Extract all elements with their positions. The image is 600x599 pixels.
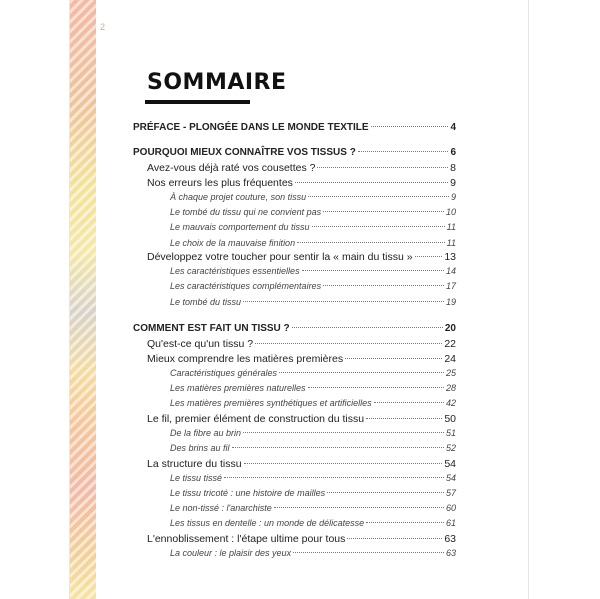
toc-leader-dots — [224, 477, 444, 478]
toc-entry-label: PRÉFACE - PLONGÉE DANS LE MONDE TEXTILE — [133, 122, 369, 133]
toc-leader-dots — [244, 463, 443, 464]
toc-entry — [170, 548, 456, 564]
toc-entry-page: 11 — [446, 238, 456, 248]
toc-entry-label: Le tissu tissé — [170, 473, 223, 483]
toc-leader-dots — [255, 343, 442, 344]
toc-entry-label: Les tissus en dentelle : un monde de délicatesse — [170, 518, 365, 528]
toc-entry-label: COMMENT EST FAIT UN TISSU ? — [133, 323, 290, 334]
toc-entry-label: Développez votre toucher pour sentir la « main du tissu » — [147, 251, 413, 263]
toc-entry-page: 6 — [450, 147, 456, 158]
toc-entry-label: Caractéristiques générales — [170, 368, 278, 378]
toc-entry-page: 54 — [444, 458, 456, 470]
toc-leader-dots — [279, 372, 444, 373]
toc-entry-label: Le mauvais comportement du tissu — [170, 222, 310, 232]
toc-entry-label: Le choix de la mauvaise finition — [170, 238, 296, 248]
toc-entry — [170, 281, 456, 297]
toc-leader-dots — [293, 552, 444, 553]
toc-entry-page: 11 — [446, 222, 456, 232]
toc-entry — [147, 177, 456, 193]
toc-leader-dots — [347, 538, 442, 539]
toc-entry-label: Le fil, premier élément de construction du tissu — [147, 413, 365, 425]
toc-leader-dots — [345, 358, 442, 359]
toc-entry — [147, 458, 456, 474]
toc-entry-page: 8 — [450, 162, 456, 174]
decorative-pattern-strip — [70, 0, 96, 599]
toc-entry-page: 63 — [444, 533, 456, 545]
toc-entry-page: 51 — [445, 428, 456, 438]
toc-entry-page: 9 — [450, 177, 456, 189]
toc-entry-page: 14 — [445, 266, 456, 276]
toc-entry-label: Le tissu tricoté : une histoire de mailles — [170, 488, 326, 498]
toc-entry-label: À chaque projet couture, son tissu — [170, 192, 307, 202]
toc-entry-label: La structure du tissu — [147, 458, 242, 470]
toc-entry-label: Avez-vous déjà raté vos cousettes ? — [147, 162, 316, 174]
toc-leader-dots — [323, 211, 444, 212]
page-title: SOMMAIRE — [147, 70, 287, 95]
toc-entry-label: La couleur : le plaisir des yeux — [170, 548, 292, 558]
toc-entry — [170, 222, 456, 238]
toc-entry-page: 22 — [444, 338, 456, 350]
toc-entry — [170, 398, 456, 414]
toc-entry — [147, 353, 456, 369]
toc-entry-page: 20 — [444, 323, 456, 334]
toc-leader-dots — [232, 447, 444, 448]
toc-entry-page: 10 — [445, 207, 456, 217]
toc-entry-label: Les caractéristiques complémentaires — [170, 281, 322, 291]
toc-entry-page: 24 — [444, 353, 456, 365]
toc-entry — [170, 368, 456, 384]
toc-entry-label: Les matières premières synthétiques et artificielles — [170, 398, 372, 408]
toc-entry — [170, 503, 456, 519]
toc-entry-page: 61 — [445, 518, 456, 528]
toc-entry-label: Des brins au fil — [170, 443, 230, 453]
toc-leader-dots — [292, 327, 443, 328]
toc-entry-page: 9 — [450, 192, 456, 202]
toc-entry-label: L'ennoblissement : l'étape ultime pour tous — [147, 533, 346, 545]
toc-entry-label: Le tombé du tissu qui ne convient pas — [170, 207, 322, 217]
toc-entry-label: Le tombé du tissu — [170, 297, 242, 307]
toc-entry — [170, 383, 456, 399]
toc-leader-dots — [295, 182, 448, 183]
toc-leader-dots — [366, 418, 442, 419]
toc-leader-dots — [371, 126, 449, 127]
toc-entry — [147, 251, 456, 267]
toc-leader-dots — [308, 387, 444, 388]
toc-entry — [147, 338, 456, 354]
toc-entry-page: 4 — [450, 122, 456, 133]
toc-entry — [147, 533, 456, 549]
toc-entry — [170, 488, 456, 504]
toc-entry — [170, 443, 456, 459]
toc-entry-page: 52 — [445, 443, 456, 453]
toc-entry-page: 28 — [445, 383, 456, 393]
toc-leader-dots — [327, 492, 444, 493]
toc-entry-label: POURQUOI MIEUX CONNAÎTRE VOS TISSUS ? — [133, 147, 356, 158]
toc-entry-page: 42 — [445, 398, 456, 408]
toc-entry — [170, 428, 456, 444]
toc-leader-dots — [308, 196, 449, 197]
toc-entry — [147, 413, 456, 429]
toc-entry — [133, 122, 456, 138]
toc-leader-dots — [317, 167, 448, 168]
toc-leader-dots — [374, 402, 444, 403]
toc-entry — [133, 323, 456, 339]
toc-entry-page: 63 — [445, 548, 456, 558]
title-underline — [145, 100, 250, 104]
toc-entry-page: 54 — [445, 473, 456, 483]
toc-entry — [147, 162, 456, 178]
toc-entry-label: Les matières premières naturelles — [170, 383, 306, 393]
toc-entry-page: 25 — [445, 368, 456, 378]
toc-entry-page: 57 — [445, 488, 456, 498]
toc-leader-dots — [366, 522, 444, 523]
toc-entry-label: Nos erreurs les plus fréquentes — [147, 177, 293, 189]
toc-leader-dots — [243, 301, 444, 302]
toc-entry — [170, 192, 456, 208]
toc-leader-dots — [274, 507, 444, 508]
toc-entry-page: 60 — [445, 503, 456, 513]
toc-entry-page: 17 — [445, 281, 456, 291]
toc-entry-label: Mieux comprendre les matières premières — [147, 353, 344, 365]
toc-leader-dots — [302, 270, 444, 271]
toc-entry — [170, 518, 456, 534]
toc-leader-dots — [323, 285, 444, 286]
toc-entry-label: Qu'est-ce qu'un tissu ? — [147, 338, 254, 350]
toc-entry — [170, 266, 456, 282]
toc-entry — [170, 473, 456, 489]
toc-entry-label: Le non-tissé : l'anarchiste — [170, 503, 272, 513]
toc-leader-dots — [415, 256, 443, 257]
toc-entry — [133, 147, 456, 163]
toc-entry-page: 50 — [444, 413, 456, 425]
toc-entry-page: 13 — [444, 251, 456, 263]
toc-entry-label: De la fibre au brin — [170, 428, 242, 438]
toc-entry-label: Les caractéristiques essentielles — [170, 266, 300, 276]
toc-entry — [170, 297, 456, 313]
toc-leader-dots — [358, 151, 449, 152]
toc-leader-dots — [297, 242, 445, 243]
toc-entry-page: 19 — [445, 297, 456, 307]
toc-leader-dots — [243, 432, 444, 433]
toc-leader-dots — [312, 226, 445, 227]
page-number: 2 — [100, 22, 106, 32]
toc-entry — [170, 207, 456, 223]
